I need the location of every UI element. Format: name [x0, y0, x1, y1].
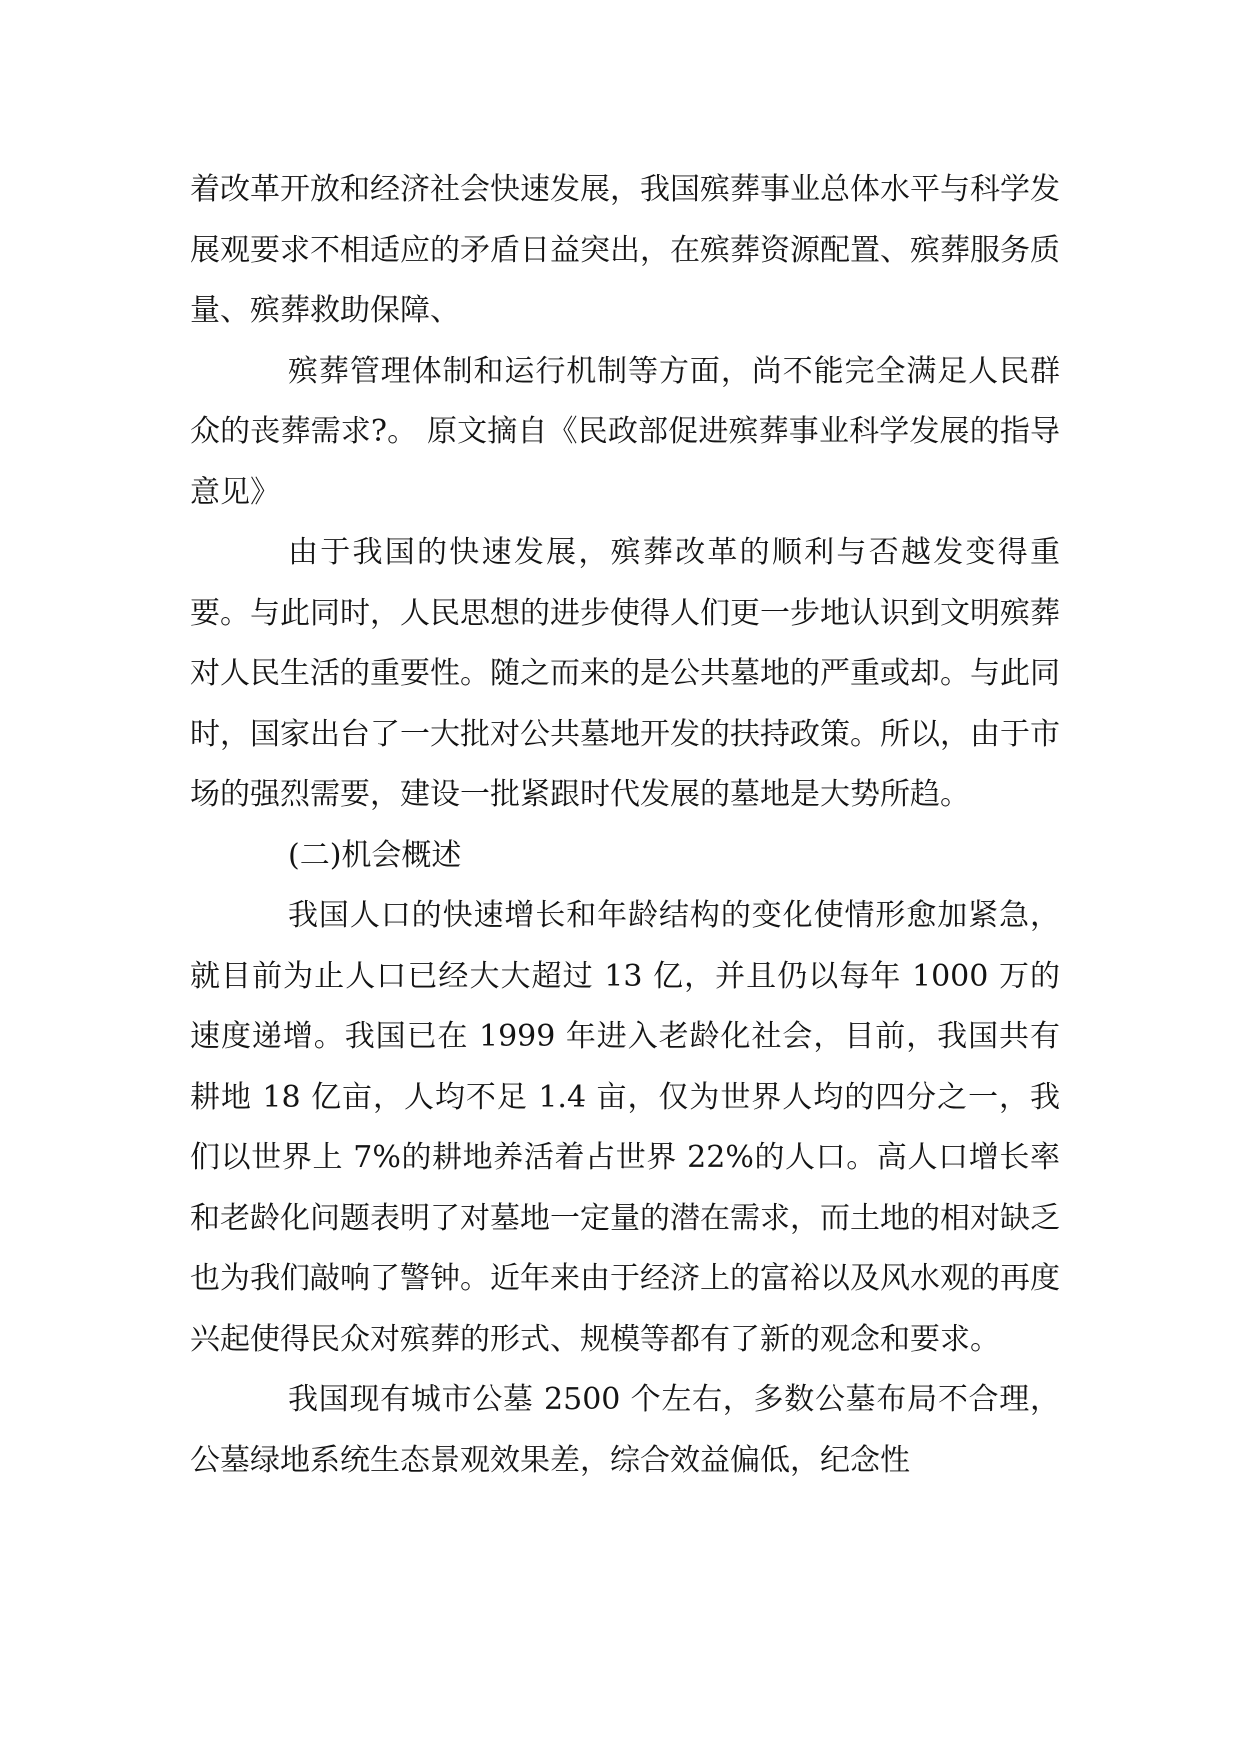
paragraph-reform-context: 着改革开放和经济社会快速发展，我国殡葬事业总体水平与科学发展观要求不相适应的矛盾日益突出，在殡葬资源配置、殡葬服务质量、殡葬救助保障、	[190, 172, 1060, 328]
paragraph-population-growth: 我国人口的快速增长和年龄结构的变化使情形愈加紧急，就目前为止人口已经大大超过 13 亿，并且仍以每年 1000 万的速度递增。我国已在 1999 年进入老龄化社会，目前，我国共有耕地 18 亿亩，人均不足 1.4 亩，仅为世界人均的四分之一，我们以世界上 7%的耕地养活着占世界 22%的人口。高人口增长率和老龄化问题表明了对墓地一定量的潜在需求，而土地的相对缺乏也为我们敲响了警钟。近年来由于经济上的富裕以及风水观的再度兴起使得民众对殡葬的形式、规模等都有了新的观念和要求。	[190, 898, 1060, 1357]
paragraph-development-importance: 由于我国的快速发展，殡葬改革的顺利与否越发变得重要。与此同时，人民思想的进步使得人们更一步地认识到文明殡葬对人民生活的重要性。随之而来的是公共墓地的严重或却。与此同时，国家出台了一大批对公共墓地开发的扶持政策。所以，由于市场的强烈需要，建设一批紧跟时代发展的墓地是大势所趋。	[190, 535, 1060, 812]
body-text	[190, 160, 1060, 1491]
paragraph-management-system: 殡葬管理体制和运行机制等方面，尚不能完全满足人民群众的丧葬需求?。 原文摘自《民政部促进殡葬事业科学发展的指导意见》	[190, 353, 1060, 510]
section-heading-opportunity: (二)机会概述	[288, 837, 462, 873]
paragraph-city-cemeteries: 我国现有城市公墓 2500 个左右，多数公墓布局不合理，公墓绿地系统生态景观效果差，综合效益偏低，纪念性	[190, 1382, 1060, 1478]
